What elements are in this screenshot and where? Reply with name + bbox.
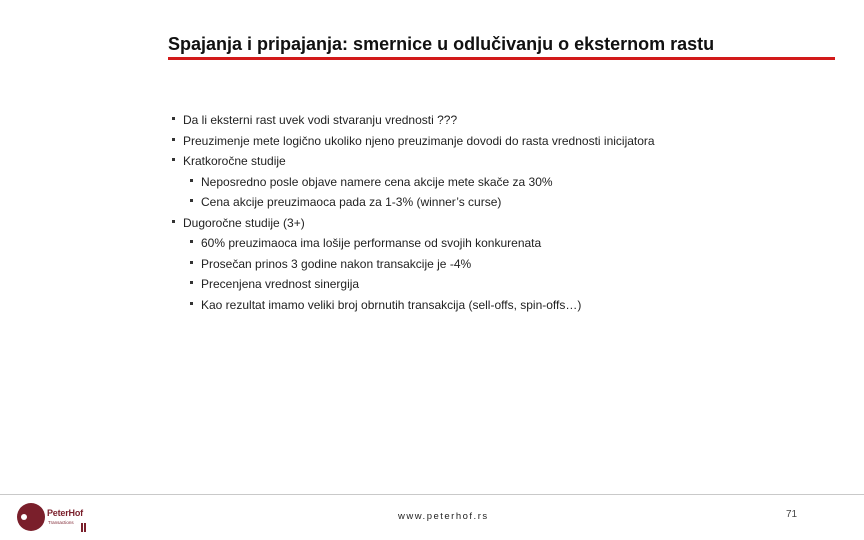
logo-bars-icon (81, 519, 87, 537)
sub-bullet-item: 60% preuzimaoca ima lošije performanse od svojih konkurenata (172, 233, 792, 254)
bullet-item: Kratkoročne studije (172, 151, 792, 172)
bullet-icon (190, 261, 193, 264)
logo-name: PeterHof (47, 508, 83, 518)
logo-subtitle: Transactions (48, 520, 74, 525)
logo-circle-icon (17, 503, 45, 531)
page-number: 71 (786, 509, 798, 520)
bullet-icon (172, 117, 175, 120)
bullet-icon (172, 138, 175, 141)
sub-bullet-item: Prosečan prinos 3 godine nakon transakcije je -4% (172, 254, 792, 275)
bullet-icon (190, 240, 193, 243)
bullet-icon (190, 179, 193, 182)
bullet-list (172, 110, 792, 315)
bullet-icon (190, 199, 193, 202)
bullet-icon (190, 281, 193, 284)
website-link[interactable]: www.peterhof.rs (398, 511, 489, 522)
bullet-icon (190, 302, 193, 305)
sub-bullet-item: Cena akcije preuzimaoca pada za 1-3% (winner’s curse) (172, 192, 792, 213)
bullet-icon (172, 220, 175, 223)
bullet-icon (172, 158, 175, 161)
title-underline (168, 57, 835, 60)
sub-bullet-item: Kao rezultat imamo veliki broj obrnutih transakcija (sell-offs, spin-offs…) (172, 295, 792, 316)
slide-title: Spajanja i pripajanja: smernice u odlučivanju o eksternom rastu (168, 34, 715, 54)
bullet-item: Preuzimenje mete logično ukoliko njeno preuzimanje dovodi do rasta vrednosti inicijatora (172, 131, 792, 152)
footer-divider (0, 494, 864, 495)
company-logo (14, 502, 94, 532)
bullet-item: Dugoročne studije (3+) (172, 213, 792, 234)
sub-bullet-item: Precenjena vrednost sinergija (172, 274, 792, 295)
sub-bullet-item: Neposredno posle objave namere cena akcije mete skače za 30% (172, 172, 792, 193)
bullet-item: Da li eksterni rast uvek vodi stvaranju vrednosti ??? (172, 110, 792, 131)
